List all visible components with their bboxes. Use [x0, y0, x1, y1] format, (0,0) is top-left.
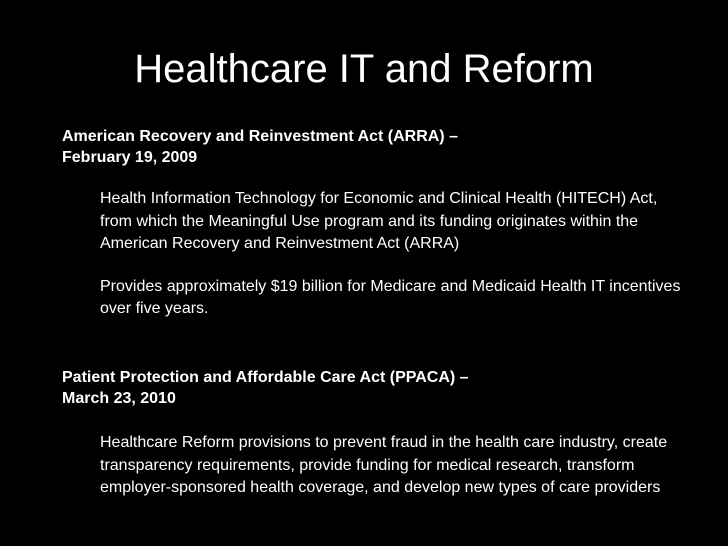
section-heading: [62, 126, 682, 168]
section-paragraph: Healthcare Reform provisions to prevent fraud in the health care industry, create transparency requirements, provide funding for medical research, transform employer-sponsored health coverage, and develop new types of care providers: [100, 434, 668, 496]
section-heading-line1: American Recovery and Reinvestment Act (ARRA) –: [62, 128, 458, 145]
section-heading-date: March 23, 2010: [62, 390, 176, 407]
section-ppaca: [62, 367, 682, 500]
section-heading: [62, 367, 682, 409]
section-paragraph: Health Information Technology for Economic and Clinical Health (HITECH) Act, from which the Meaningful Use program and its funding originates within the American Recovery and Reinvestment Act (ARRA): [100, 190, 658, 252]
section-heading-date: February 19, 2009: [62, 149, 198, 166]
section-heading-line1: Patient Protection and Affordable Care Act (PPACA) –: [62, 369, 469, 386]
section-arra: [62, 126, 682, 321]
section-paragraph: Provides approximately $19 billion for Medicare and Medicaid Health IT incentives over five years.: [100, 277, 681, 317]
slide-title: Healthcare IT and Reform: [134, 47, 594, 91]
